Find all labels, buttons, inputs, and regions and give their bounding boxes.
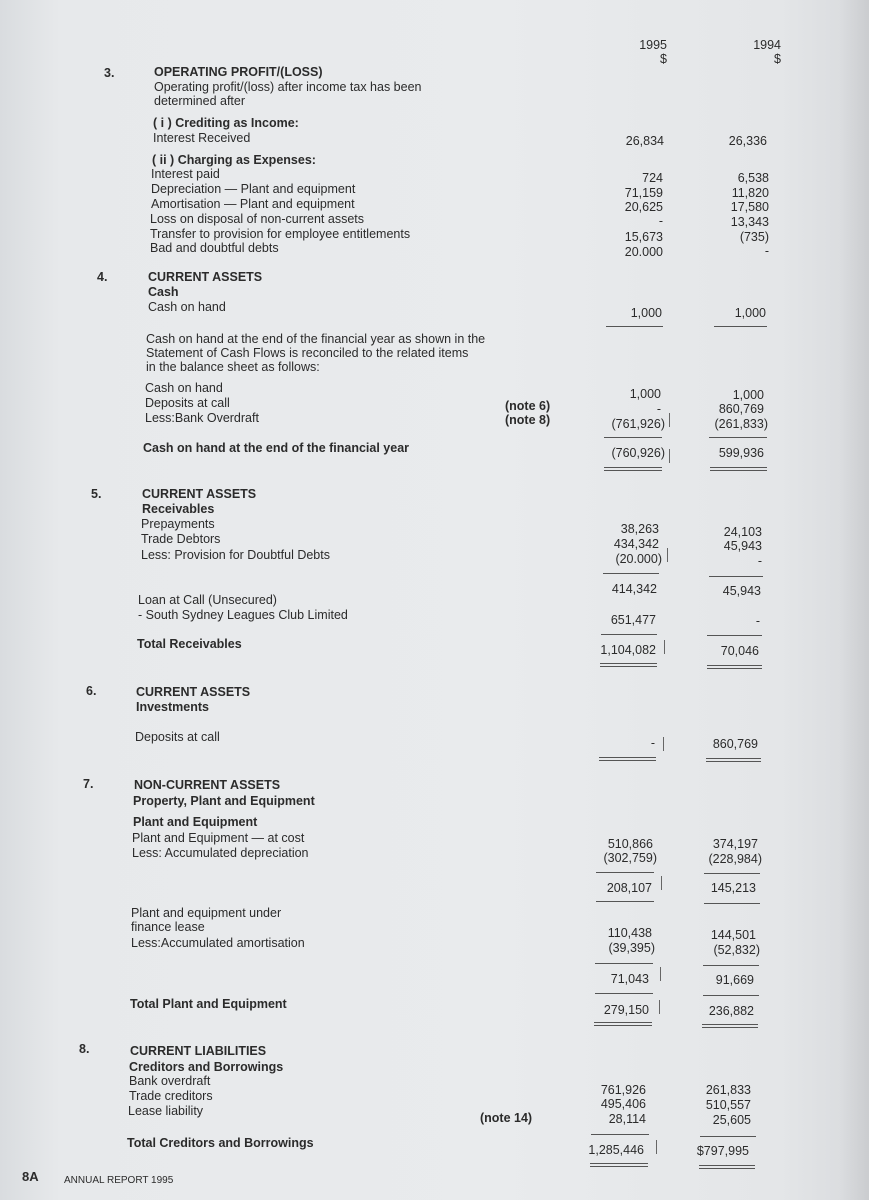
column-tick: [656, 1140, 657, 1154]
plant-subtotal-1994: 145,213: [710, 881, 756, 895]
note-3-desc-line2: determined after: [154, 94, 246, 108]
provision-doubtful-1994: -: [757, 554, 762, 568]
recon-cash-1994: 1,000: [732, 388, 764, 402]
column-tick: [660, 967, 661, 981]
note-7-title: NON-CURRENT ASSETS: [134, 778, 281, 792]
plant-cost-1994: 374,197: [712, 837, 758, 851]
rule: [703, 995, 759, 996]
plant-cost-1995: 510,866: [607, 837, 653, 851]
reconcile-para-line2: Statement of Cash Flows is reconciled to the related items: [146, 346, 469, 360]
accum-depreciation-1995: (302,759): [603, 851, 657, 865]
loss-disposal-1994: 13,343: [730, 215, 769, 229]
year-1995-header: 1995: [639, 38, 667, 52]
lease-liability-label: Lease liability: [128, 1104, 204, 1118]
rule: [707, 635, 762, 636]
column-tick: [661, 876, 662, 890]
receivables-subtotal-1995: 414,342: [611, 582, 657, 596]
total-plant-1995: 279,150: [603, 1003, 649, 1017]
souths-leagues-label: - South Sydney Leagues Club Limited: [138, 608, 348, 622]
reconcile-para-line3: in the balance sheet as follows:: [146, 360, 320, 374]
depreciation-label: Depreciation — Plant and equipment: [151, 182, 356, 196]
accum-amortisation-label: Less:Accumulated amortisation: [131, 936, 305, 950]
rule: [603, 573, 659, 574]
cash-end-year-1995: (760,926): [611, 446, 665, 460]
accum-amortisation-1994: (52,832): [713, 943, 760, 957]
cash-on-hand-1995: 1,000: [630, 306, 662, 320]
trade-creditors-1995: 495,406: [600, 1097, 646, 1111]
rule: [596, 901, 654, 902]
note-6-subtitle: Investments: [136, 700, 209, 714]
footer-title: ANNUAL REPORT 1995: [64, 1175, 174, 1186]
rule: [601, 634, 657, 635]
plant-subtotal-1995: 208,107: [606, 881, 652, 895]
note-8-title: CURRENT LIABILITIES: [130, 1044, 267, 1058]
rule: [709, 437, 767, 438]
double-rule: [707, 665, 762, 669]
interest-paid-1994: 6,538: [737, 171, 769, 185]
double-rule: [706, 758, 761, 762]
column-tick: [663, 737, 664, 751]
loan-at-call-label: Loan at Call (Unsecured): [138, 593, 277, 607]
double-rule: [600, 663, 657, 667]
recon-deposits-1995: -: [656, 402, 661, 416]
rule: [596, 872, 654, 873]
prepayments-label: Prepayments: [141, 517, 215, 531]
double-rule: [702, 1024, 758, 1028]
unit-1995-header: $: [660, 52, 667, 66]
bank-overdraft-1995: 761,926: [600, 1083, 646, 1097]
rule: [709, 576, 763, 577]
note-3-desc-line1: Operating profit/(loss) after income tax has been: [154, 80, 422, 94]
finance-lease-line1: Plant and equipment under: [131, 906, 282, 920]
amortisation-label: Amortisation — Plant and equipment: [151, 197, 355, 211]
trade-debtors-1995: 434,342: [613, 537, 659, 551]
note-3-number: 3.: [104, 66, 115, 80]
total-creditors-label: Total Creditors and Borrowings: [127, 1136, 314, 1150]
double-rule: [699, 1165, 755, 1169]
note-8-ref: (note 8): [505, 413, 551, 427]
lease-subtotal-1995: 71,043: [610, 972, 649, 986]
souths-leagues-1995: 651,477: [610, 613, 656, 627]
recon-overdraft-label: Less:Bank Overdraft: [145, 411, 259, 425]
bad-debts-1994: -: [764, 244, 769, 258]
column-tick: [659, 1000, 660, 1014]
rule: [700, 1136, 756, 1137]
rule: [606, 326, 663, 327]
note-4-number: 4.: [97, 270, 108, 284]
page-edge-shadow: [839, 0, 869, 1200]
total-receivables-1995: 1,104,082: [600, 643, 656, 657]
employee-provision-label: Transfer to provision for employee entitlements: [150, 227, 411, 241]
rule: [704, 873, 760, 874]
interest-received-1995: 26,834: [625, 134, 664, 148]
amortisation-1994: 17,580: [730, 200, 769, 214]
bank-overdraft-1994: 261,833: [705, 1083, 751, 1097]
depreciation-1995: 71,159: [624, 186, 663, 200]
rule: [595, 993, 653, 994]
finance-lease-label: finance lease: [131, 920, 205, 934]
receivables-subtotal-1994: 45,943: [722, 584, 761, 598]
plant-equipment-heading: Plant and Equipment: [133, 815, 258, 829]
interest-received-label: Interest Received: [153, 131, 251, 145]
deposits-at-call-1995: -: [650, 736, 655, 750]
double-rule: [710, 467, 767, 471]
total-creditors-1995: 1,285,446: [588, 1143, 644, 1157]
total-receivables-label: Total Receivables: [137, 637, 242, 651]
rule: [604, 437, 662, 438]
finance-lease-1995: 110,438: [607, 926, 652, 940]
rule: [595, 963, 653, 964]
prepayments-1994: 24,103: [723, 525, 762, 539]
year-1994-header: 1994: [753, 38, 781, 52]
bad-debts-label: Bad and doubtful debts: [150, 241, 279, 255]
column-tick: [669, 413, 670, 427]
lease-liability-1995: 28,114: [608, 1112, 646, 1126]
plant-cost-label: Plant and Equipment — at cost: [132, 831, 305, 845]
note-5-subtitle: Receivables: [142, 502, 215, 516]
note-8-number: 8.: [79, 1042, 90, 1056]
lease-subtotal-1994: 91,669: [715, 973, 754, 987]
recon-overdraft-1994: (261,833): [714, 417, 768, 431]
deposits-at-call-1994: 860,769: [712, 737, 758, 751]
unit-1994-header: $: [774, 52, 781, 66]
double-rule: [590, 1163, 648, 1167]
loss-disposal-label: Loss on disposal of non-current assets: [150, 212, 365, 226]
note-7-subtitle: Property, Plant and Equipment: [133, 794, 315, 808]
interest-paid-label: Interest paid: [151, 167, 220, 181]
total-plant-label: Total Plant and Equipment: [130, 997, 287, 1011]
rule: [704, 903, 760, 904]
page-number: 8A: [22, 1169, 39, 1184]
rule: [703, 965, 759, 966]
recon-cash-1995: 1,000: [629, 387, 661, 401]
accum-depreciation-1994: (228,984): [708, 852, 762, 866]
recon-deposits-label: Deposits at call: [145, 396, 230, 410]
note-4-title: CURRENT ASSETS: [148, 270, 263, 284]
rule: [714, 326, 767, 327]
bank-overdraft-label: Bank overdraft: [129, 1074, 211, 1088]
finance-lease-1994: 144,501: [710, 928, 756, 942]
cash-on-hand-label: Cash on hand: [148, 300, 226, 314]
double-rule: [604, 467, 662, 471]
charging-heading: ( ii ) Charging as Expenses:: [152, 153, 316, 167]
cash-on-hand-1994: 1,000: [734, 306, 766, 320]
accum-amortisation-1995: (39,395): [608, 941, 655, 955]
cash-end-year-label: Cash on hand at the end of the financial year: [143, 441, 410, 455]
employee-provision-1994: (735): [739, 230, 769, 244]
total-receivables-1994: 70,046: [720, 644, 759, 658]
crediting-heading: ( i ) Crediting as Income:: [153, 116, 299, 130]
prepayments-1995: 38,263: [620, 522, 659, 536]
note-5-number: 5.: [91, 487, 102, 501]
trade-debtors-1994: 45,943: [723, 539, 762, 553]
bad-debts-1995: 20.000: [624, 245, 663, 259]
trade-creditors-label: Trade creditors: [129, 1089, 213, 1103]
recon-cash-label: Cash on hand: [145, 381, 223, 395]
double-rule: [599, 757, 656, 761]
total-plant-1994: 236,882: [708, 1004, 754, 1018]
trade-debtors-label: Trade Debtors: [141, 532, 221, 546]
column-tick: [664, 640, 665, 654]
souths-leagues-1994: -: [755, 614, 760, 628]
deposits-at-call-label: Deposits at call: [135, 730, 220, 744]
note-3-title: OPERATING PROFIT/(LOSS): [154, 65, 323, 79]
employee-provision-1995: 15,673: [624, 230, 663, 244]
accum-depreciation-label: Less: Accumulated depreciation: [132, 846, 309, 860]
provision-doubtful-1995: (20.000): [615, 552, 662, 566]
note-7-number: 7.: [83, 777, 94, 791]
total-creditors-1994: $797,995: [696, 1144, 749, 1158]
trade-creditors-1994: 510,557: [705, 1098, 751, 1112]
recon-deposits-1994: 860,769: [718, 402, 764, 416]
double-rule: [594, 1022, 652, 1026]
note-6-title: CURRENT ASSETS: [136, 685, 251, 699]
note-14-ref: (note 14): [480, 1111, 533, 1125]
note-5-title: CURRENT ASSETS: [142, 487, 257, 501]
loss-disposal-1995: -: [658, 214, 663, 228]
cash-end-year-1994: 599,936: [718, 446, 764, 460]
interest-paid-1995: 724: [642, 171, 663, 185]
depreciation-1994: 11,820: [731, 186, 769, 200]
column-tick: [669, 449, 670, 463]
note-6-number: 6.: [86, 684, 97, 698]
rule: [591, 1134, 649, 1135]
column-tick: [667, 548, 668, 562]
amortisation-1995: 20,625: [624, 200, 663, 214]
note-6-ref: (note 6): [505, 399, 551, 413]
note-8-subtitle: Creditors and Borrowings: [129, 1060, 284, 1074]
interest-received-1994: 26,336: [728, 134, 767, 148]
note-4-subtitle: Cash: [148, 285, 179, 299]
recon-overdraft-1995: (761,926): [611, 417, 665, 431]
reconcile-para-line1: Cash on hand at the end of the financial year as shown in the: [146, 332, 486, 346]
lease-liability-1994: 25,605: [712, 1113, 751, 1127]
provision-doubtful-label: Less: Provision for Doubtful Debts: [141, 548, 330, 562]
